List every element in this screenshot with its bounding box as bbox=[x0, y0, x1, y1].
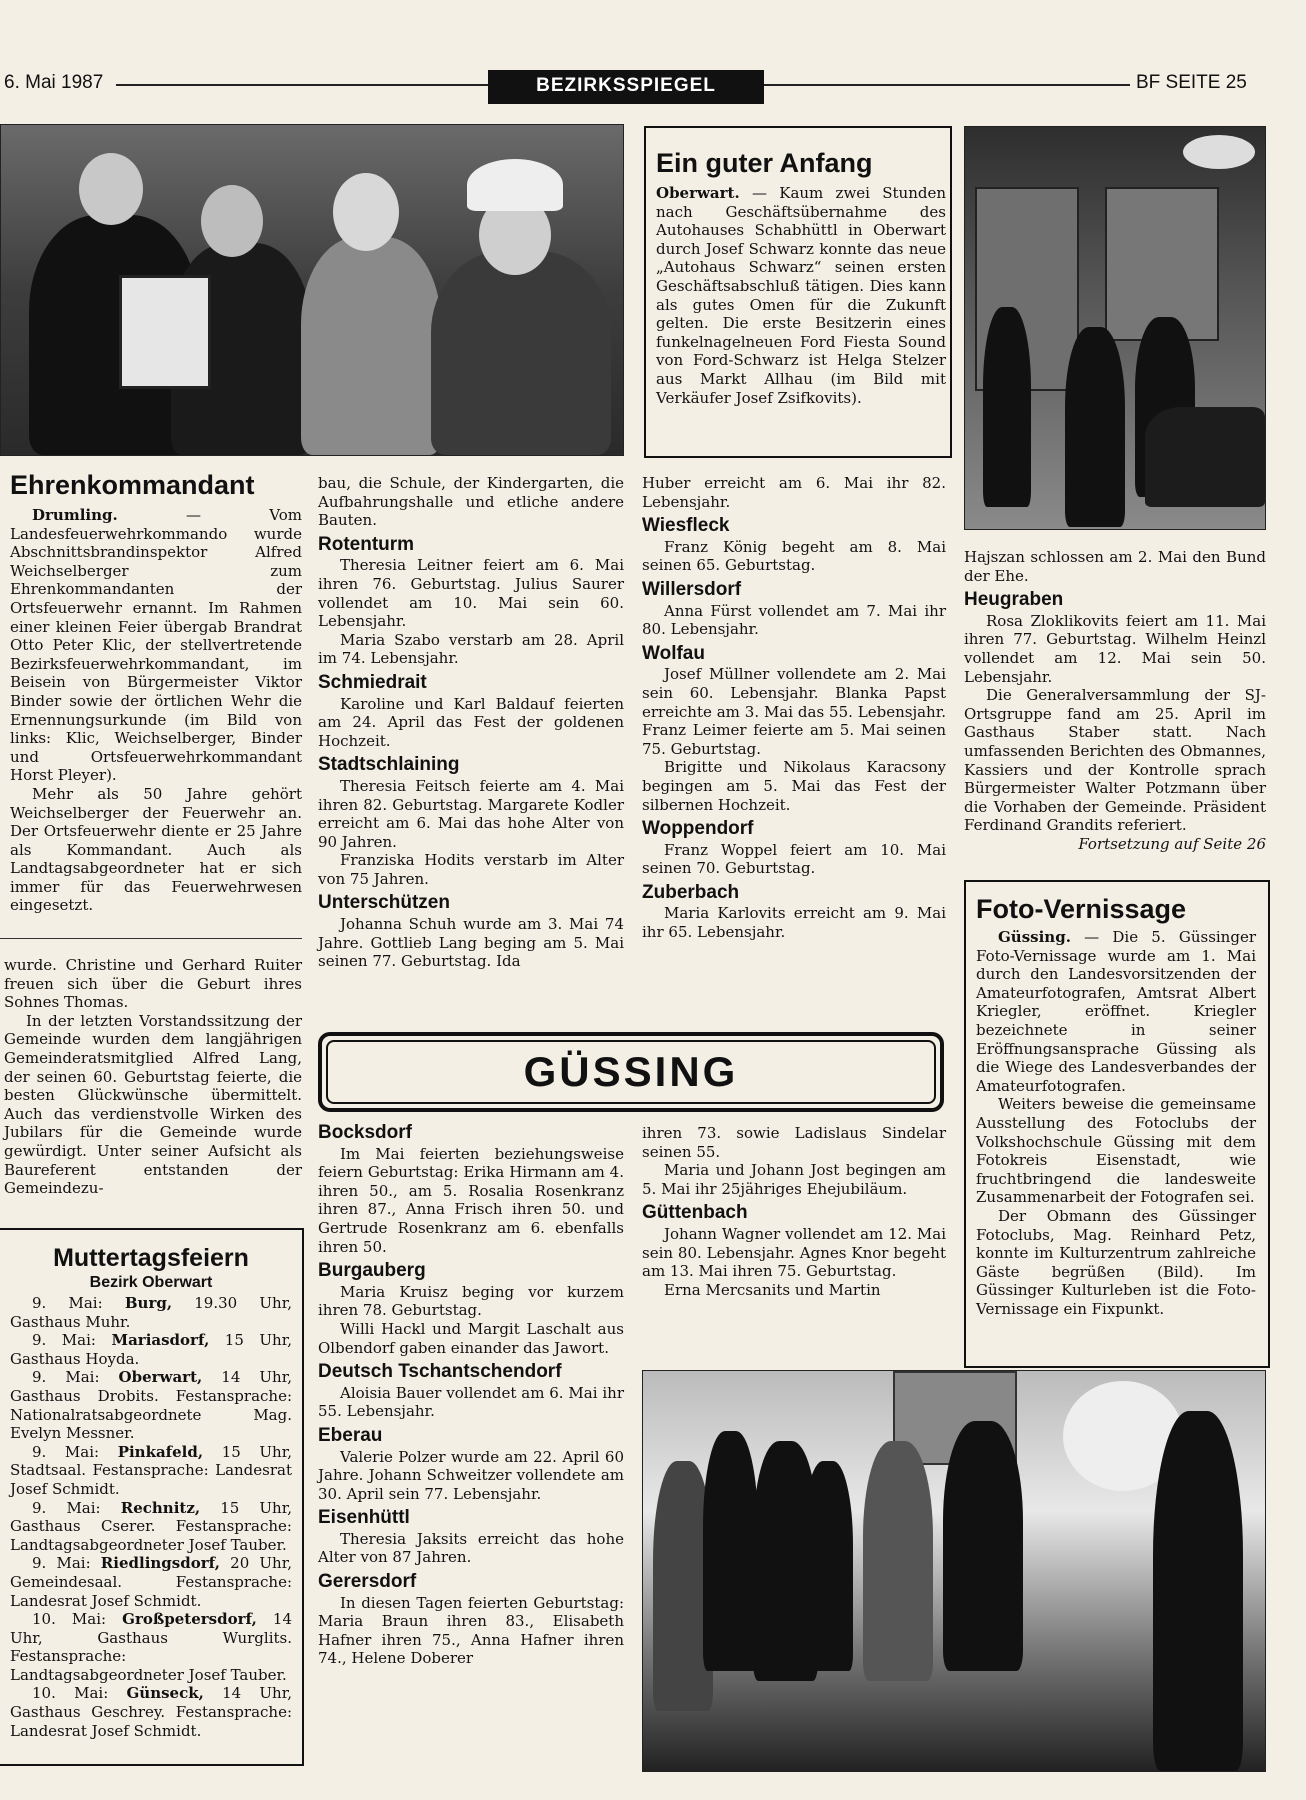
foto-p3: Der Obmann des Güssinger Fotoclubs, Mag. Reinhard Petz, konnte im Kulturzentrum zahlreiche Gäste begrüßen (Bild). Im Güssinger Kulturleben ist die Foto-Vernissage ein Fixpunkt. bbox=[976, 1206, 1256, 1318]
paragraph: Maria Karlovits erreicht am 9. Mai ihr 65. Lebensjahr. bbox=[642, 904, 946, 942]
header-rule-right bbox=[764, 84, 1130, 86]
section-title-unterschuetzen: Unterschützen bbox=[318, 892, 450, 914]
guessing-title: GÜSSING bbox=[523, 1048, 739, 1095]
section-title-deutsch-tschantschendorf: Deutsch Tschantschendorf bbox=[318, 1361, 562, 1383]
list-item: 9. Mai: Mariasdorf, 15 Uhr, Gasthaus Hoyda. bbox=[10, 1331, 292, 1368]
paragraph: Maria Kruisz beging vor kurzem ihren 78. Geburtstag. bbox=[318, 1282, 624, 1320]
header-page: BF SEITE 25 bbox=[1136, 72, 1247, 93]
helmet bbox=[467, 159, 563, 211]
section-title-burgauberg: Burgauberg bbox=[318, 1260, 426, 1282]
person-figure bbox=[803, 1461, 853, 1671]
anfang-place: Oberwart. bbox=[656, 184, 740, 202]
certificate bbox=[119, 275, 211, 389]
paragraph: Theresia Feitsch feierte am 4. Mai ihren 82. Geburtstag. Margarete Kodler erreicht am 6. Mai das hohe Alter von 90 Jahren. bbox=[318, 776, 624, 851]
paragraph: Willi Hackl und Margit Laschalt aus Olbendorf gaben einander das Jawort. bbox=[318, 1319, 624, 1357]
col2-intro: bau, die Schule, der Kindergarten, die Aufbahrungshalle und etliche andere Bauten. bbox=[318, 474, 624, 530]
paragraph: Theresia Leitner feiert am 6. Mai ihren 76. Geburtstag. Julius Saurer vollendet am 10. Mai sein 60. Lebensjahr. bbox=[318, 556, 624, 631]
col3-intro: Huber erreicht am 6. Mai ihr 82. Lebensjahr. bbox=[642, 474, 946, 511]
list-item: 9. Mai: Pinkafeld, 15 Uhr, Stadtsaal. Festansprache: Landesrat Josef Schmidt. bbox=[10, 1442, 292, 1498]
paragraph: Franz Woppel feiert am 10. Mai seinen 70. Geburtstag. bbox=[642, 840, 946, 878]
section-title-heugraben: Heugraben bbox=[964, 589, 1064, 611]
foto-p1: — Die 5. Güssinger Foto-Vernissage wurde am 1. Mai durch den Landesvorsitzenden der Amateurfotografen, Amtsrat Albert Kriegler, eröffnet. Kriegler bezeichnete in seiner Eröffnungsansprache Güssing als die Wiege des Landesverbandes der Amateurfotografen. bbox=[976, 928, 1256, 1095]
ehrenkommandant-text bbox=[10, 506, 302, 915]
header-rule-left bbox=[116, 84, 488, 86]
continued-note: Fortsetzung auf Seite 26 bbox=[1078, 834, 1266, 853]
list-item: 10. Mai: Günseck, 14 Uhr, Gasthaus Geschrey. Festansprache: Landesrat Josef Schmidt. bbox=[10, 1684, 292, 1740]
person-figure bbox=[863, 1441, 933, 1681]
muttertag-title: Muttertagsfeiern bbox=[53, 1244, 249, 1272]
section-title-woppendorf: Woppendorf bbox=[642, 818, 754, 840]
col3 bbox=[642, 474, 946, 942]
person-figure bbox=[943, 1421, 1023, 1671]
section-title-wolfau: Wolfau bbox=[642, 642, 705, 664]
foto-text bbox=[976, 928, 1256, 1318]
header-date: 6. Mai 1987 bbox=[4, 72, 104, 93]
section-title-gerersdorf: Gerersdorf bbox=[318, 1571, 417, 1593]
section-title-willersdorf: Willersdorf bbox=[642, 578, 742, 600]
list-item: 9. Mai: Riedlingsdorf, 20 Uhr, Gemeindesaal. Festansprache: Landesrat Josef Schmidt. bbox=[10, 1554, 292, 1610]
ehrenkommandant-place: Drumling. bbox=[32, 506, 118, 524]
muttertag-list bbox=[10, 1294, 292, 1740]
section-title-rotenturm: Rotenturm bbox=[318, 533, 415, 555]
col4 bbox=[964, 548, 1266, 854]
car bbox=[1145, 407, 1265, 507]
paragraph: In diesen Tagen feierten Geburtstag: Maria Braun ihren 83., Elisabeth Hafner ihren 75., Anna Hafner ihren 74., Helene Doberer bbox=[318, 1593, 624, 1668]
anfang-title: Ein guter Anfang bbox=[656, 148, 873, 178]
paragraph: Johanna Schuh wurde am 3. Mai 74 Jahre. Gottlieb Lang beging am 5. Mai seinen 77. Geburtstag. Ida bbox=[318, 915, 624, 971]
section-title: BEZIRKSSPIEGEL bbox=[536, 75, 716, 96]
foto-p2: Weiters beweise die gemeinsame Ausstellung des Fotoclubs der Volkshochschule Güssing mit dem Fotokreis Eisenstadt, wie fruchtbringend die landesweite Zusammenarbeit der Fotografen sei. bbox=[976, 1095, 1256, 1207]
list-item: 9. Mai: Burg, 19.30 Uhr, Gasthaus Muhr. bbox=[10, 1294, 292, 1331]
person-figure bbox=[703, 1431, 758, 1671]
colB-p4: Erna Mercsanits und Martin bbox=[664, 1280, 881, 1299]
section-title-guettenbach: Güttenbach bbox=[642, 1202, 748, 1224]
person-head bbox=[333, 173, 399, 251]
list-item: 10. Mai: Großpetersdorf, 14 Uhr, Gasthaus Wurglits. Festansprache: Landtagsabgeordneter Josef Tauber. bbox=[10, 1610, 293, 1684]
photo-ehrenkommandant bbox=[0, 124, 624, 456]
foto-title: Foto-Vernissage bbox=[976, 894, 1187, 924]
ford-sign bbox=[1183, 135, 1255, 169]
ehrenkommandant-p2: Mehr als 50 Jahre gehört Weichselberger der Feuerwehr an. Der Ortsfeuerwehr diente er 25 Jahre als Kommandant. Auch als Landtagsabgeordneter hat er sich immer für das Feuerwehrwesen eingesetzt. bbox=[10, 784, 302, 915]
ehrenkommandant-p1: — Vom Landesfeuerwehrkommando wurde Abschnittsbrandinspektor Alfred Weichselberger zum Ehrenkommandanten der Ortsfeuerwehr ernannt. Im Rahmen einer kleinen Feier übergab Brandrat Otto Peter Klic, der stellvertretende Bezirksfeuerwehrkommandant, im Beisein von Bürgermeister Viktor Binder sowie der örtlichen Wehr die Ernennungsurkunde (im Bild von links: Klic, Weichselberger, Binder und Ortsfeuerwehrkommandant Horst Pleyer). bbox=[10, 506, 302, 785]
guessing-colA bbox=[318, 1124, 624, 1668]
section-title-eisenhuettl: Eisenhüttl bbox=[318, 1507, 410, 1529]
section-title-schmiedrait: Schmiedrait bbox=[318, 671, 427, 693]
col1-fragment bbox=[4, 956, 302, 1198]
photo-vernissage bbox=[642, 1370, 1266, 1772]
anfang-body: — Kaum zwei Stunden nach Geschäftsübernahme des Autohauses Schabhüttl in Oberwart durch Josef Schwarz konnte das neue „Autohaus Schwarz“ seinen ersten Geschäftsabschluß tätigen. Dies kann als gutes Omen für die Zukunft gelten. Die erste Besitzerin eines funkelnagelneuen Ford Fiesta Sound von Ford-Schwarz ist Helga Stelzer aus Markt Allhau (im Bild mit Verkäufer Josef Zsifkovits). bbox=[656, 184, 946, 407]
paragraph: Theresia Jaksits erreicht das hohe Alter von 87 Jahren. bbox=[318, 1529, 624, 1567]
ehrenkommandant-title: Ehrenkommandant bbox=[10, 470, 255, 500]
col2 bbox=[318, 474, 624, 971]
list-item: 9. Mai: Oberwart, 14 Uhr, Gasthaus Drobits. Festansprache: Nationalratsabgeordnete Mag. Evelyn Messner. bbox=[10, 1368, 292, 1443]
section-title-zuberbach: Zuberbach bbox=[642, 881, 740, 903]
person-head bbox=[79, 153, 143, 225]
paragraph: Die Generalversammlung der SJ-Ortsgruppe fand am 25. April im Gasthaus Staber statt. Nach umfassenden Berichten des Obmannes, Kassiers und der Kontrolle sprach Bürgermeister Walter Potzmann über die Vorhaben der Gemeinde. Präsident Ferdinand Grandits referiert. bbox=[964, 686, 1266, 835]
person-figure bbox=[1153, 1411, 1243, 1771]
section-title-wiesfleck: Wiesfleck bbox=[642, 515, 730, 537]
section-title-bocksdorf: Bocksdorf bbox=[318, 1122, 412, 1143]
person-figure bbox=[301, 237, 441, 455]
fragment-p1: wurde. Christine und Gerhard Ruiter freuen sich über die Geburt ihres Sohnes Thomas. bbox=[4, 956, 302, 1012]
col4-intro: Hajszan schlossen am 2. Mai den Bund der Ehe. bbox=[964, 548, 1266, 585]
paragraph: Valerie Polzer wurde am 22. April 60 Jahre. Johann Schweitzer vollendete am 30. April sein 77. Lebensjahr. bbox=[318, 1447, 624, 1503]
person-figure bbox=[1065, 327, 1125, 527]
colB-intro: ihren 73. sowie Ladislaus Sindelar seinen 55. bbox=[642, 1124, 946, 1161]
section-title-stadtschlaining: Stadtschlaining bbox=[318, 754, 460, 776]
list-item: 9. Mai: Rechnitz, 15 Uhr, Gasthaus Cserer. Festansprache: Landtagsabgeordneter Josef Tauber. bbox=[10, 1498, 292, 1554]
fragment-p2: In der letzten Vorstandssitzung der Gemeinde wurden dem langjährigen Gemeinderatsmitglied Alfred Lang, der seinen 60. Geburtstag feierte, die besten Glückwünsche übermittelt. Auch das verdienstvolle Wirken des Jubilars für die Gemeinde wurde gewürdigt. Unter seiner Aufsicht als Baureferent entstanden der Gemeindezu- bbox=[4, 1011, 302, 1198]
guessing-colB bbox=[642, 1124, 946, 1299]
paragraph: Maria Szabo verstarb am 28. April im 74. Lebensjahr. bbox=[318, 630, 624, 668]
person-figure bbox=[983, 307, 1031, 507]
paragraph: Im Mai feierten beziehungsweise feiern Geburtstag: Erika Hirmann am 4. ihren 50., am 5. Rosalia Rosenkranz ihren 87., Anna Frisch ihren 50. und Gertrude Rosenkranz am 6. ebenfalls ihren 50. bbox=[318, 1144, 624, 1256]
person-figure bbox=[431, 251, 611, 455]
paragraph: Rosa Zloklikovits feiert am 11. Mai ihren 77. Geburtstag. Wilhelm Heinzl vollendet am 12. Mai sein 50. Lebensjahr. bbox=[964, 611, 1266, 686]
colB-p2: Maria und Johann Jost begingen am 5. Mai ihr 25jähriges Ehejubiläum. bbox=[642, 1161, 946, 1198]
paragraph: Anna Fürst vollendet am 7. Mai ihr 80. Lebensjahr. bbox=[642, 601, 946, 639]
paragraph: Brigitte und Nikolaus Karacsony begingen am 5. Mai das Fest der silbernen Hochzeit. bbox=[642, 758, 946, 814]
colB-p3: Johann Wagner vollendet am 12. Mai sein 80. Lebensjahr. Agnes Knor begeht am 13. Mai ihren 75. Geburtstag. bbox=[642, 1224, 946, 1281]
paragraph: Karoline und Karl Baldauf feierten am 24. April das Fest der goldenen Hochzeit. bbox=[318, 694, 624, 750]
paragraph: Franz König begeht am 8. Mai seinen 65. Geburtstag. bbox=[642, 537, 946, 575]
anfang-text bbox=[656, 184, 946, 407]
foto-place: Güssing. bbox=[998, 928, 1071, 946]
muttertag-subtitle: Bezirk Oberwart bbox=[89, 1274, 213, 1291]
section-title-eberau: Eberau bbox=[318, 1424, 383, 1446]
paragraph: Josef Müllner vollendete am 2. Mai sein 60. Lebensjahr. Blanka Papst erreichte am 3. Mai das 55. Lebensjahr. Franz Leimer feierte am 5. Mai seinen 75. Geburtstag. bbox=[642, 665, 946, 758]
photo-autohaus bbox=[964, 126, 1266, 530]
person-head bbox=[201, 185, 263, 257]
column-rule bbox=[0, 938, 302, 939]
paragraph: Aloisia Bauer vollendet am 6. Mai ihr 55. Lebensjahr. bbox=[318, 1383, 624, 1421]
paragraph: Franziska Hodits verstarb im Alter von 75 Jahren. bbox=[318, 851, 624, 888]
